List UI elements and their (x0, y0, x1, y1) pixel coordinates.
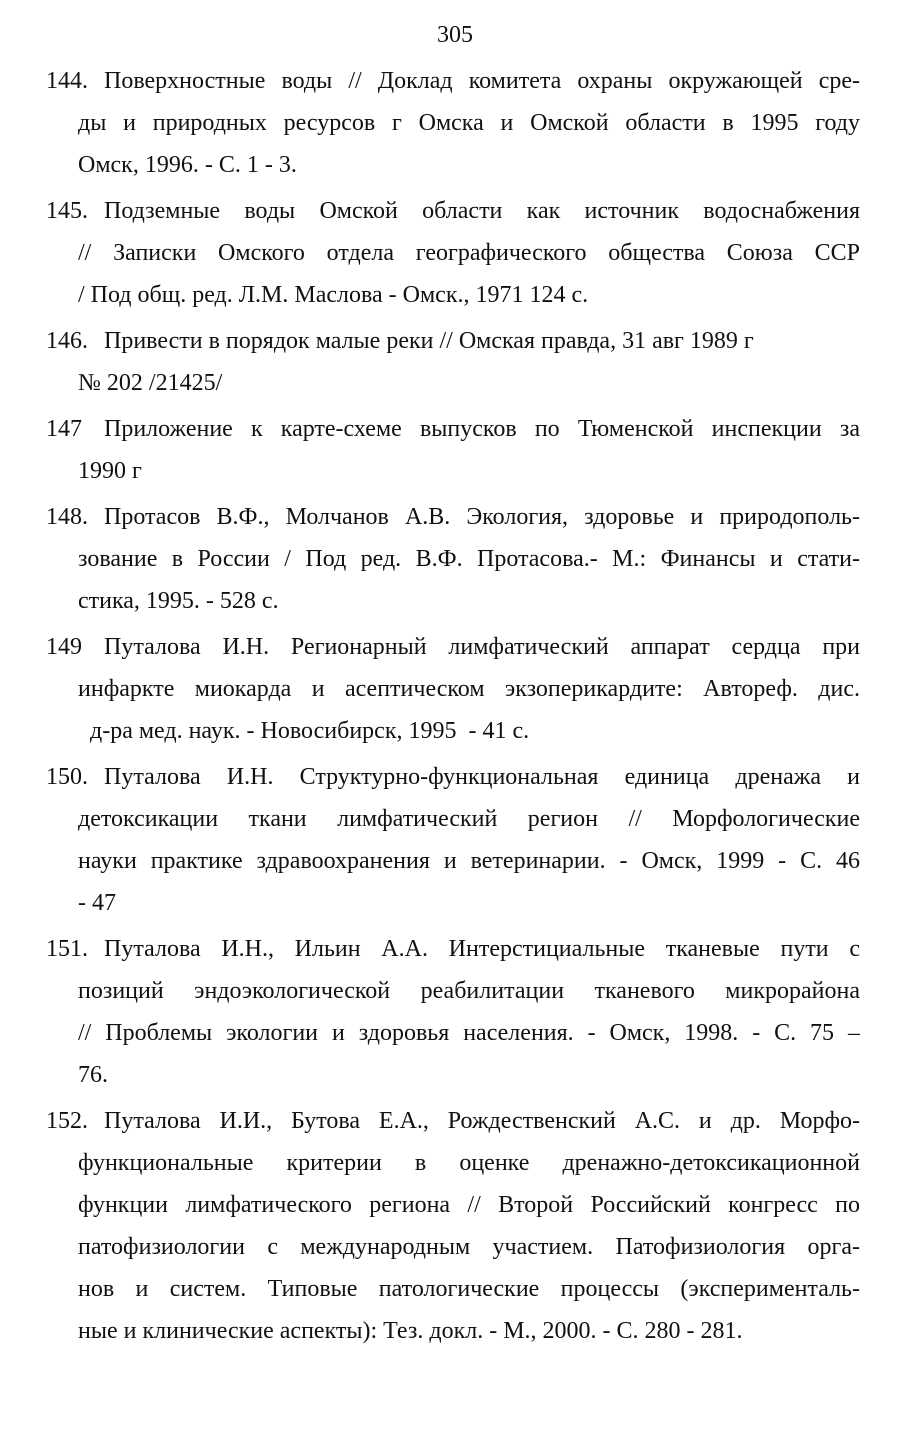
reference-line: Путалова И.Н. Структурно-функциональная единица дренажа и (104, 764, 860, 790)
reference-line: Путалова И.Н. Регионарный лимфатический аппарат сердца при (104, 634, 860, 660)
reference-number: 145. (46, 198, 88, 224)
reference-line: инфаркте миокарда и асептическом экзоперикардите: Автореф. дис. (78, 676, 860, 702)
reference-line: // Проблемы экологии и здоровья населения. - Омск, 1998. - С. 75 – (78, 1020, 860, 1046)
reference-line: 1990 г (78, 458, 142, 484)
reference-number: 148. (46, 504, 88, 530)
reference-line: функциональные критерии в оценке дренажно-детоксикационной (78, 1150, 860, 1176)
reference-number: 147 (46, 416, 82, 442)
reference-line: Путалова И.И., Бутова Е.А., Рождественский А.С. и др. Морфо- (104, 1108, 860, 1134)
reference-number: 144. (46, 68, 88, 94)
reference-entry (0, 1100, 910, 1352)
reference-entry (0, 626, 910, 752)
reference-line: Протасов В.Ф., Молчанов А.В. Экология, здоровье и природополь- (104, 504, 860, 530)
reference-line: зование в России / Под ред. В.Ф. Протасова.- М.: Финансы и стати- (78, 546, 860, 572)
reference-number: 149 (46, 634, 82, 660)
reference-entry (0, 190, 910, 316)
reference-line: д-ра мед. наук. - Новосибирск, 1995 - 41 с. (78, 718, 530, 744)
reference-line: ды и природных ресурсов г Омска и Омской области в 1995 году (78, 110, 860, 136)
reference-line: стика, 1995. - 528 с. (78, 588, 279, 614)
reference-list (0, 60, 910, 1356)
reference-line: Приложение к карте-схеме выпусков по Тюменской инспекции за (104, 416, 860, 442)
reference-line: Привести в порядок малые реки // Омская правда, 31 авг 1989 г (104, 328, 754, 354)
reference-line: Подземные воды Омской области как источник водоснабжения (104, 198, 860, 224)
reference-number: 146. (46, 328, 88, 354)
reference-line: Омск, 1996. - С. 1 - 3. (78, 152, 297, 178)
reference-line: Путалова И.Н., Ильин А.А. Интерстициальные тканевые пути с (104, 936, 860, 962)
reference-entry (0, 60, 910, 186)
reference-line: 76. (78, 1062, 108, 1088)
reference-line: детоксикации ткани лимфатический регион // Морфологические (78, 806, 860, 832)
reference-entry (0, 756, 910, 924)
reference-line: - 47 (78, 890, 116, 916)
reference-line: ные и клинические аспекты): Тез. докл. - М., 2000. - С. 280 - 281. (78, 1318, 743, 1344)
reference-line: // Записки Омского отдела географического общества Союза ССР (78, 240, 860, 266)
reference-line: Поверхностные воды // Доклад комитета охраны окружающей сре- (104, 68, 860, 94)
reference-line: функции лимфатического региона // Второй Российский конгресс по (78, 1192, 860, 1218)
page-number: 305 (437, 22, 473, 48)
reference-line: / Под общ. ред. Л.М. Маслова - Омск., 1971 124 с. (78, 282, 589, 308)
reference-line: № 202 /21425/ (78, 370, 223, 396)
reference-line: науки практике здравоохранения и ветеринарии. - Омск, 1999 - С. 46 (78, 848, 860, 874)
reference-number: 151. (46, 936, 88, 962)
reference-number: 150. (46, 764, 88, 790)
reference-entry (0, 320, 910, 404)
reference-line: нов и систем. Типовые патологические процессы (эксперименталь- (78, 1276, 860, 1302)
reference-line: патофизиологии с международным участием. Патофизиология орга- (78, 1234, 860, 1260)
reference-entry (0, 928, 910, 1096)
reference-entry (0, 496, 910, 622)
reference-entry (0, 408, 910, 492)
reference-number: 152. (46, 1108, 88, 1134)
reference-line: позиций эндоэкологической реабилитации тканевого микрорайона (78, 978, 860, 1004)
